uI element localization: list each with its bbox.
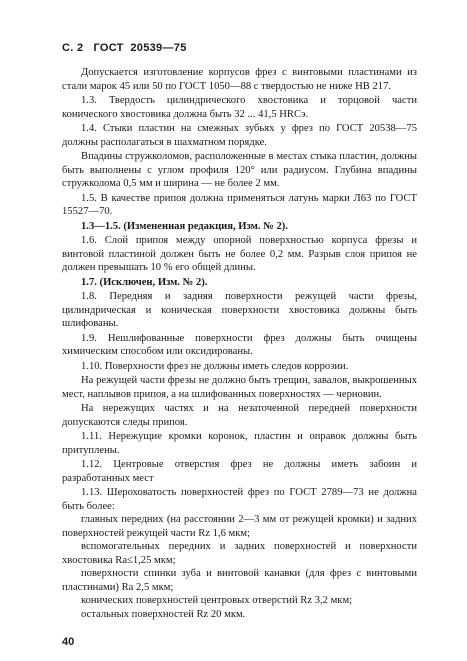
page-number: 40 bbox=[62, 636, 75, 648]
page-header: С. 2 ГОСТ 20539—75 bbox=[62, 42, 187, 54]
paragraph-1-8: 1.8. Передняя и задняя поверхности режущей части фрезы, цилиндрическая и коническая поверхности хвостовика должны быть шлифованы. bbox=[62, 291, 417, 329]
paragraph-steel-grades: Допускается изготовление корпусов фрез с винтовыми пластинами из стали марок 45 или 50 по ГОСТ 1050—88 с твердостью не ниже НВ 217. bbox=[62, 67, 417, 92]
paragraph-amendment-1-3-1-5: 1.3—1.5. (Измененная редакция, Изм. № 2). bbox=[81, 220, 288, 232]
paragraph-cutting-part-defects: На режущей части фрезы не должно быть трещин, завалов, выкрошенных мест, наплывов припоя, а на шлифованных поверхностях — черновин. bbox=[62, 375, 417, 400]
paragraph-1-9: 1.9. Нешлифованные поверхности фрез должны быть очищены химическим способом или оксидированы. bbox=[62, 332, 417, 357]
paragraph-roughness-main: главных передних (на расстоянии 2—3 мм от режущей кромки) и задних поверхностей режущей части Rz 1,6 мкм; bbox=[62, 514, 417, 539]
paragraph-chipbreaker: Впадины стружколомов, расположенные в местах стыка пластин, должны быть выполнены с углом профиля 120° или радиусом. Глубина впадины стружколома 0,5 мм и ширина — не более 2 мм. bbox=[62, 151, 417, 189]
paragraph-1-5: 1.5. В качестве припоя должна применяться латунь марки Л63 по ГОСТ 15527—70. bbox=[62, 192, 417, 217]
paragraph-1-10: 1.10. Поверхности фрез не должны иметь следов коррозии. bbox=[81, 360, 349, 372]
paragraph-roughness-auxiliary: вспомогательных передних и задних поверхностей и поверхности хвостовика Ra≤1,25 мкм; bbox=[62, 541, 417, 566]
paragraph-1-4: 1.4. Стыки пластин на смежных зубьях у фрез по ГОСТ 20538—75 должны располагаться в шахматном порядке. bbox=[62, 123, 417, 148]
paragraph-1-11: 1.11. Нережущие кромки коронок, пластин и оправок должны быть притуплены. bbox=[62, 431, 417, 456]
paragraph-1-3: 1.3. Твердость цилиндрического хвостовика и торцовой части конического хвостовика должна быть 32 ... 41,5 HRCэ. bbox=[62, 95, 417, 120]
paragraph-1-7-excluded: 1.7. (Исключен, Изм. № 2). bbox=[81, 276, 208, 288]
paragraph-roughness-tooth-back: поверхности спинки зуба и винтовой канавки (для фрез с винтовыми пластинами) Ra 2,5 мкм; bbox=[62, 568, 417, 593]
paragraph-roughness-center-holes: конических поверхностей центровых отверстий Rz 3,2 мкм; bbox=[81, 595, 353, 606]
paragraph-roughness-other: остальных поверхностей Rz 20 мкм. bbox=[81, 608, 246, 620]
paragraph-1-12: 1.12. Центровые отверстия фрез не должны иметь забоин и разработанных мест bbox=[62, 459, 417, 484]
paragraph-1-13: 1.13. Шероховатость поверхностей фрез по ГОСТ 2789—73 не должна быть более: bbox=[62, 487, 417, 512]
paragraph-solder-traces: На нережущих частях и на незаточенной передней поверхности допускаются следы припоя. bbox=[62, 403, 417, 428]
document-body bbox=[62, 66, 417, 621]
paragraph-1-6: 1.6. Слой припоя между опорной поверхностью корпуса фрезы и винтовой пластиной должен быть не более 0,2 мм. Разрыв слоя припоя не должен превышать 10 % его общей длины. bbox=[62, 235, 417, 273]
